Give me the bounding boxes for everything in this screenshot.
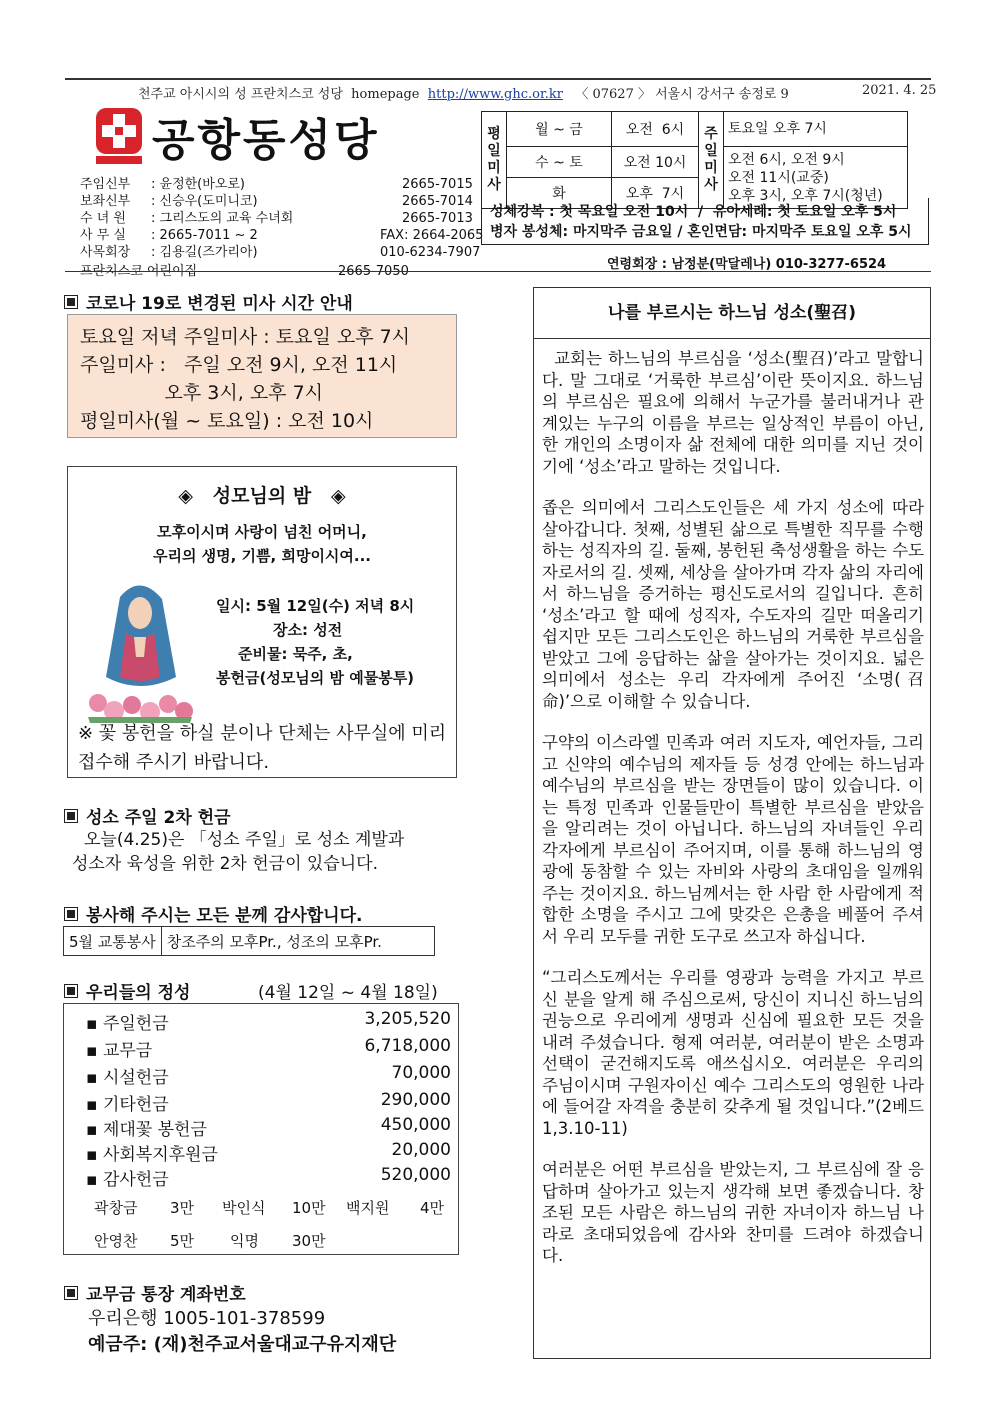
article-paragraph: “그리스도께서는 우리를 영광과 능력을 가지고 부르신 분을 알게 해 주심으로써, 당신이 지니신 하느님의 권능으로 우리에게 생명과 신심에 필요한 모든 것을 내려 주셨습니다. 형제 여러분, 여러분이 받은 소명과 선택이 굳건해지도록 애쓰십시오. 여러분은 우리의 주님이시며 구원자이신 예수 그리스도의 영원한 나라에 들어갈 자격을 충분히 갖추게 될 것입니다.”(2베드 1,3.10-11) — [542, 968, 924, 1138]
gratitude-amount: 10만 — [292, 1199, 326, 1217]
staff-name: : 2665-7011 ~ 2 — [151, 228, 258, 243]
gratitude-amount: 30만 — [292, 1232, 326, 1250]
offerings-heading-text: 우리들의 정성 — [86, 983, 191, 1003]
offerings-box — [63, 1003, 459, 1255]
staff-role: 주임신부 — [80, 177, 131, 192]
account-holder: 예금주: (재)천주교서울대교구유지재단 — [88, 1334, 397, 1355]
covid-line: 평일미사(월 ~ 토요일) : 오전 10시 — [80, 410, 374, 432]
article-paragraph: 여러분은 어떤 부르심을 받았는지, 그 부르심에 잘 응답하며 살아가고 있는지 생각해 보면 좋겠습니다. 창조된 모든 사람은 하느님의 귀한 자녀이자 하느님 나라로 초대되었음에 감사와 찬미를 드려야 하겠습니다. — [542, 1160, 924, 1265]
weekday-time: 오후 7시 — [612, 178, 699, 209]
vocation-text: 오늘(4.25)은 「성소 주일」로 성소 계발과 — [84, 830, 405, 850]
offering-amount: 450,000 — [380, 1115, 451, 1135]
gratitude-name: 박인식 — [222, 1199, 266, 1217]
sacrament-line: 성체강복 : 첫 목요일 오전 10시 / 유아세례: 첫 토요일 오후 5시 — [490, 204, 897, 220]
gratitude-name: 백지원 — [346, 1199, 390, 1217]
staff-role: 사 무 실 — [80, 228, 126, 243]
sunday-time: 오후 3시, 오후 7시(청년) — [728, 187, 883, 204]
article-body — [542, 348, 930, 1287]
mary-night-date: 일시: 5월 12일(수) 저녁 8시 — [216, 597, 415, 615]
article-paragraph: 교회는 하느님의 부르심을 ‘성소(聖召)’라고 말합니다. 말 그대로 ‘거룩한 부르심’이란 뜻이지요. 하느님의 부르심은 필요에 의해서 누군가를 불러내거나 관계있는 누구의 이름을 부르는 일상적인 부름이 아닌, 한 개인의 소명이자 삶 전체에 대한 의미를 지닌 것이기에 ‘성소’라고 말하는 것입니다. — [542, 349, 930, 476]
offering-row — [86, 1009, 451, 1034]
volunteer-heading-text: 봉사해 주시는 모든 분께 감사합니다. — [86, 906, 363, 926]
mary-night-box — [67, 466, 457, 778]
offering-amount: 290,000 — [380, 1090, 451, 1110]
covid-line: 토요일 저녁 주일미사 : 토요일 오후 7시 — [80, 326, 411, 348]
gratitude-amount: 3만 — [170, 1199, 195, 1217]
section-divider — [65, 271, 931, 272]
volunteer-table — [63, 926, 435, 956]
sunday-time: 오전 6시, 오전 9시 — [728, 151, 845, 168]
mary-night-place: 장소: 성전 — [273, 621, 343, 639]
account-heading-text: 교무금 통장 계좌번호 — [86, 1285, 246, 1305]
sunday-time: 오전 11시(교중) — [728, 169, 829, 186]
sacrament-line: 병자 봉성체: 마지막주 금요일 / 혼인면담: 마지막주 토요일 오후 5시 — [490, 224, 912, 240]
offering-row — [86, 1115, 451, 1140]
offering-row — [86, 1165, 451, 1190]
mary-night-title: ◈ 성모님의 밤 ◈ — [178, 485, 346, 507]
parish-line-text: 천주교 아시시의 성 프란치스코 성당 — [138, 87, 343, 102]
staff-role: 수 녀 원 — [80, 211, 126, 226]
square-bullet-icon — [64, 295, 78, 309]
volunteer-heading — [64, 901, 362, 926]
weekday-mass-label: 평일미사 — [482, 112, 507, 209]
offering-row — [86, 1090, 451, 1115]
sunday-mass-label: 주일미사 — [699, 112, 724, 209]
article-paragraph: 구약의 이스라엘 민족과 여러 지도자, 예언자들, 그리고 신약의 예수님의 제자들 등 성경 안에는 하느님과 예수님의 부르심을 받는 장면들이 많이 있습니다. 이는 특정 민족과 인물들만이 특별한 부르심을 받았음을 알리려는 것이 아닙니다. 하느님의 자녀들인 우리 각자에게 부르심이 주어지며, 이를 통해 하느님의 영광에 동참할 수 있는 자비와 사랑의 초대임을 일깨워주는 것이지요. 하느님께서는 한 사람 한 사람에게 적합한 소명을 주시고 그에 맞갖은 은총을 베풀어 주셔서 우리 모두를 귀한 도구로 쓰고자 하십니다. — [542, 733, 924, 946]
weekday-time: 오전 6시 — [612, 112, 699, 147]
bullet-icon: ▪ — [86, 1095, 103, 1115]
offering-name: 기타헌금 — [102, 1095, 169, 1115]
vocation-heading — [64, 803, 231, 828]
weekday-day: 월 ~ 금 — [507, 112, 612, 147]
vocation-article — [533, 287, 931, 1359]
staff-phone: 010-6234-7907 — [380, 245, 481, 260]
offering-row — [86, 1063, 451, 1088]
offering-amount: 20,000 — [391, 1140, 451, 1160]
header-divider — [65, 78, 931, 80]
offerings-heading — [64, 978, 190, 1003]
staff-phone: 2665-7013 — [402, 211, 473, 226]
staff-name: : 그리스도의 교육 수녀회 — [151, 211, 294, 226]
bullet-icon: ▪ — [86, 1120, 103, 1140]
staff-phone: FAX: 2664-2065 — [380, 228, 484, 243]
mary-night-subtitle: 우리의 생명, 기쁨, 희망이시여... — [152, 547, 372, 565]
parish-cross-logo-icon — [96, 108, 142, 166]
staff-role: 보좌신부 — [80, 194, 131, 209]
square-bullet-icon — [64, 984, 78, 998]
offering-amount: 6,718,000 — [364, 1036, 451, 1056]
staff-phone: 2665-7014 — [402, 194, 473, 209]
bullet-icon: ▪ — [86, 1068, 103, 1088]
square-bullet-icon — [64, 907, 78, 921]
mary-night-prep: 준비물: 묵주, 초, — [238, 645, 353, 663]
offering-amount: 70,000 — [391, 1063, 451, 1083]
mary-night-offering: 봉헌금(성모님의 밤 예물봉투) — [216, 669, 415, 687]
offering-amount: 3,205,520 — [364, 1009, 451, 1029]
square-bullet-icon — [64, 1286, 78, 1300]
staff-name: : 김용길(즈가리아) — [151, 245, 258, 260]
staff-phone: 2665-7050 — [338, 264, 409, 279]
flower-offering-note: ※ 꽃 봉헌을 하실 분이나 단체는 사무실에 미리 접수해 주시기 바랍니다. — [78, 723, 447, 773]
staff-name: : 신승우(도미니코) — [151, 194, 258, 209]
bullet-icon: ▪ — [86, 1014, 103, 1034]
gratitude-name: 안영찬 — [94, 1232, 138, 1250]
vocation-heading-text: 성소 주일 2차 헌금 — [86, 808, 231, 828]
offering-name: 교무금 — [102, 1041, 153, 1061]
gratitude-amount: 5만 — [170, 1232, 195, 1250]
gratitude-amount: 4만 — [420, 1199, 445, 1217]
covid-notice-box — [67, 314, 457, 438]
header-parish-line — [138, 83, 789, 102]
weekday-day: 화 — [507, 178, 612, 209]
offerings-period: (4월 12일 ~ 4월 18일) — [258, 983, 438, 1003]
offering-name: 시설헌금 — [102, 1068, 169, 1088]
vocation-text: 성소자 육성을 위한 2차 헌금이 있습니다. — [72, 854, 378, 874]
staff-name: : 윤정한(바오로) — [151, 177, 246, 192]
bullet-icon: ▪ — [86, 1041, 103, 1061]
mass-schedule-table — [481, 111, 908, 209]
offering-name: 감사헌금 — [102, 1170, 169, 1190]
volunteer-label: 5월 교통봉사 — [64, 927, 162, 956]
offering-amount: 520,000 — [380, 1165, 451, 1185]
offering-name: 주일헌금 — [102, 1014, 169, 1034]
gratitude-name: 곽창금 — [94, 1199, 138, 1217]
praying-mary-with-roses-icon — [80, 577, 198, 725]
offering-name: 사회복지후원금 — [102, 1145, 218, 1165]
offering-row — [86, 1140, 451, 1165]
staff-phone: 2665-7015 — [402, 177, 473, 192]
staff-row — [80, 244, 572, 261]
mary-night-subtitle: 모후이시며 사랑이 넘친 어머니, — [157, 523, 367, 541]
homepage-label: homepage — [351, 87, 420, 102]
covid-heading — [64, 289, 353, 314]
covid-heading-text: 코로나 19로 변경된 미사 시간 안내 — [86, 294, 353, 314]
bank-account: 우리은행 1005-101-378599 — [88, 1308, 326, 1329]
weekday-day: 수 ~ 토 — [507, 147, 612, 178]
staff-role: 사목회장 — [80, 245, 131, 260]
sacraments-box — [481, 198, 929, 245]
offering-row — [86, 1036, 451, 1061]
church-name: 공항동성당 — [152, 115, 380, 166]
staff-role: 프란치스코 어린이집 — [80, 264, 198, 279]
address-text: 〈 07627 〉 서울시 강서구 송정로 9 — [575, 87, 789, 102]
square-bullet-icon — [64, 809, 78, 823]
bulletin-date: 2021. 4. 25 — [862, 83, 937, 98]
bullet-icon: ▪ — [86, 1170, 103, 1190]
union-head: 연령회장 : 남정분(막달레나) 010-3277-6524 — [607, 257, 887, 272]
covid-line: 주일미사 : 주일 오전 9시, 오전 11시 — [80, 354, 398, 376]
gratitude-name: 익명 — [230, 1232, 259, 1250]
volunteer-value: 창조주의 모후Pr., 성조의 모후Pr. — [161, 927, 434, 956]
offering-name: 제대꽃 봉헌금 — [102, 1120, 207, 1140]
homepage-link[interactable]: http://www.ghc.or.kr — [427, 87, 563, 102]
covid-line: 오후 3시, 오후 7시 — [80, 382, 324, 404]
bullet-icon: ▪ — [86, 1145, 103, 1165]
sunday-time: 토요일 오후 7시 — [724, 112, 908, 147]
article-paragraph: 좁은 의미에서 그리스도인들은 세 가지 성소에 따라 살아갑니다. 첫째, 성별된 삶으로 특별한 직무를 수행하는 성직자의 길. 둘째, 봉헌된 축성생활을 하는 수도자로서의 길. 셋째, 세상을 살아가며 각자 삶의 자리에서 하느님을 증거하는 평신도로서의 길입니다. 흔히 ‘성소’라고 할 때에 성직자, 수도자의 길만 떠올리기 쉽지만 모든 그리스도인은 하느님의 거룩한 부르심을 받았고 그에 응답하는 삶을 살아가는 것이지요. 넓은 의미에서 성소는 우리 각자에게 주어진 ‘소명(召命)’으로 이해할 수 있습니다. — [542, 498, 924, 711]
article-title: 나를 부르시는 하느님 성소(聖召) — [534, 288, 930, 339]
account-heading — [64, 1280, 246, 1305]
weekday-time: 오전 10시 — [612, 147, 699, 178]
